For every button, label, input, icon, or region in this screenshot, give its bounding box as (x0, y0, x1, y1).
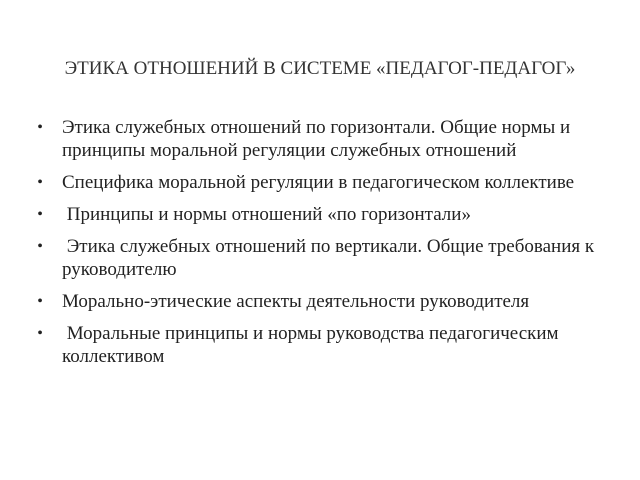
bullet-text: Моральные принципы и нормы руководства педагогическим коллективом (62, 323, 564, 367)
bullet-item (30, 203, 610, 226)
bullet-text: Принципы и нормы отношений «по горизонтали» (62, 204, 471, 225)
bullet-icon: • (37, 206, 43, 223)
bullet-icon: • (37, 293, 43, 310)
bullet-text: Этика служебных отношений по вертикали. Общие требования к руководителю (62, 236, 599, 280)
bullet-item (30, 116, 610, 162)
bullet-item (30, 290, 610, 313)
bullet-text: Специфика моральной регуляции в педагогическом коллективе (62, 172, 575, 193)
bullet-icon: • (37, 238, 43, 255)
bullet-icon: • (37, 174, 43, 191)
bullet-icon: • (37, 325, 43, 342)
bullet-list (30, 116, 610, 377)
bullet-text: Этика служебных отношений по горизонтали. Общие нормы и принципы моральной регуляции служебных отношений (62, 117, 571, 161)
bullet-item (30, 235, 610, 281)
bullet-icon: • (37, 119, 43, 136)
slide-title: ЭТИКА ОТНОШЕНИЙ В СИСТЕМЕ «ПЕДАГОГ-ПЕДАГОГ» (64, 58, 576, 79)
bullet-text: Морально-этические аспекты деятельности руководителя (62, 291, 530, 312)
bullet-item (30, 322, 610, 368)
bullet-item (30, 171, 610, 194)
